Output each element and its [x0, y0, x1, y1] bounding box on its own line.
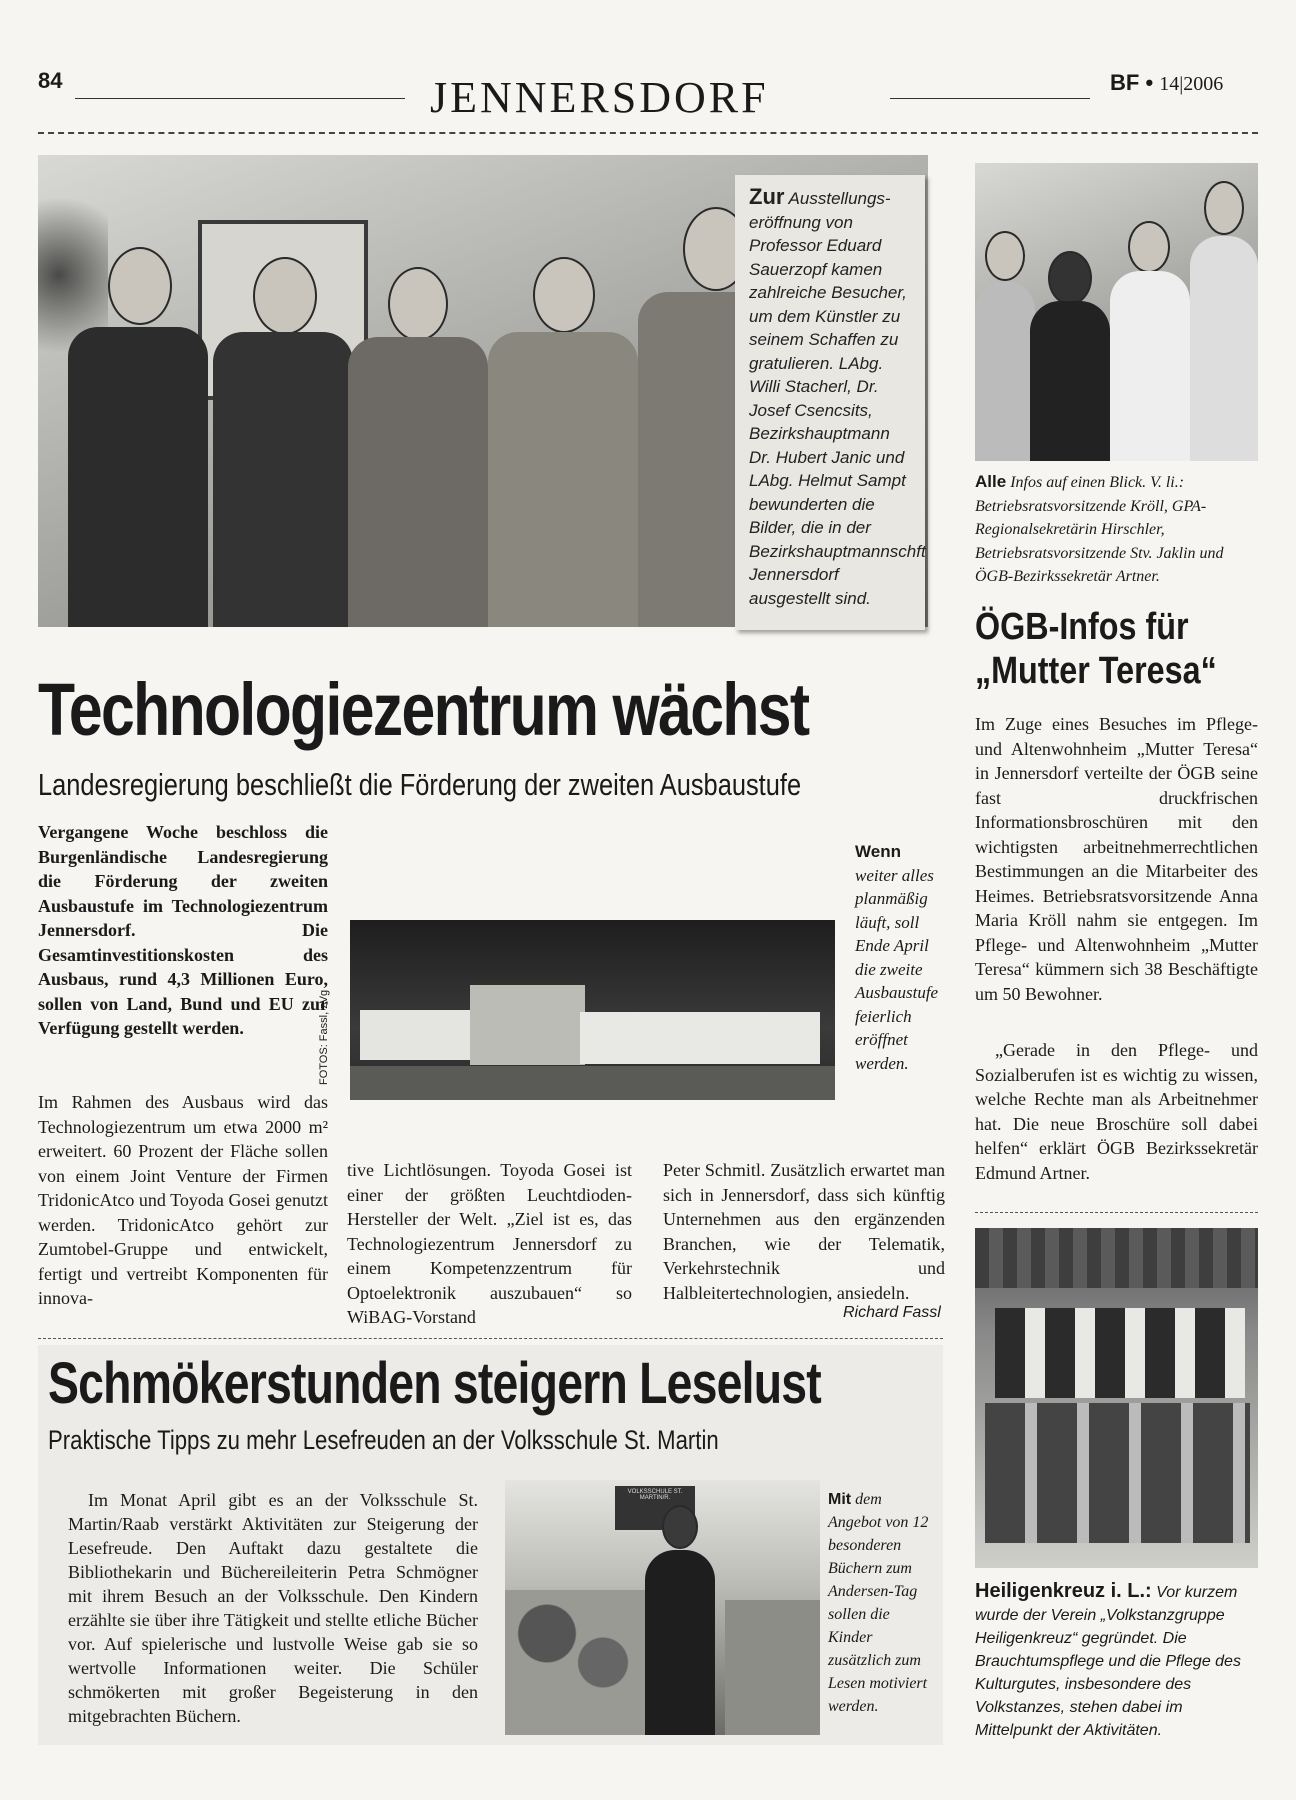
sidebar-person-1 [975, 231, 1035, 461]
school-caption-text: dem Angebot von 12 besonderen Büchern zum Andersen-Tag sollen die Kinder zusätzlich zum Lesen motiviert werden. [828, 1491, 929, 1715]
exhibition-caption-box [735, 175, 925, 630]
exhibition-caption-lead: Zur [749, 184, 785, 209]
issue-number: 14|2006 [1159, 73, 1224, 95]
oegb-body-1: Im Zuge eines Besuches im Pflege- und Altenwohnheim „Mutter Teresa“ in Jennersdorf verteilte der ÖGB seine fast druckfrischen Informationsbroschüren mit den wichtigsten arbeitnehmerrechtlichen Bestimmungen an die Mitarbeiter des Heimes. Betriebsratsvorsitzende Anna Maria Kröll nahm sie entgegen. Im Pflege- und Altenwohnheim „Mutter Teresa“ kümmern sich 38 Beschäftigte um 50 Bewohner. [975, 714, 1258, 1004]
building-caption [855, 840, 947, 1075]
school-caption-lead: Mit [828, 1491, 852, 1508]
exhibition-caption-text: Ausstellungs-eröffnung von Professor Eduard Sauerzopf kamen zahlreiche Besucher, um dem Künstler zu seinem Schaffen zu gratulieren. LAbg. Willi Stacherl, Dr. Josef Csencsits, Bezirkshauptmann Dr. Hubert Janic und LAbg. Helmut Sampt bewunderten die Bilder, die in der Bezirkshauptmannschft Jennersdorf ausgestellt sind. [749, 189, 926, 608]
school-reading-photo [505, 1480, 820, 1735]
sidebar-person-3 [1110, 221, 1190, 461]
person-1 [68, 247, 208, 627]
main-column-2: tive Lichtlösungen. Toyoda Gosei ist einer der größten Leuchtdioden-Hersteller der Welt. „Ziel ist es, das Technologiezentrum Jennersdorf zu einem Kompetenzzentrum für Optoelektronik auszubauen“ so WiBAG-Vorstand [347, 1160, 632, 1327]
person-3 [348, 267, 488, 627]
main-column-1: Im Rahmen des Ausbaus wird das Technologiezentrum um etwa 2000 m² erweitert. 60 Prozent der Fläche sollen von einem Joint Venture der Firmen TridonicAtco und Toyoda Gosei genutzt werden. TridonicAtco gehört zur Zumtobel-Gruppe und entwickelt, fertigt und vertreibt Komponenten für innova- [38, 1092, 328, 1308]
sidebar-person-4 [1190, 181, 1258, 461]
publication-name: BF [1110, 70, 1140, 95]
second-headline: Schmökerstunden steigern Leselust [48, 1351, 821, 1416]
building-wing-right [580, 1012, 820, 1064]
oegb-photo-caption [975, 470, 1260, 589]
folk-dance-group-photo [975, 1228, 1258, 1568]
header-rule-left [75, 98, 405, 99]
children-group-right [725, 1600, 820, 1735]
school-sign-text: VOLKSSCHULE ST. MARTIN/R. [627, 1489, 683, 1501]
main-column-3: Peter Schmitl. Zusätzlich erwartet man sich in Jennersdorf, dass sich künftig Unternehmen aus den ergänzenden Branchen, wie der Telematik, Verkehrstechnik und Halbleitertechnologien, ansiedeln. [663, 1160, 945, 1303]
person-2 [213, 257, 353, 627]
article-author: Richard Fassl [843, 1304, 941, 1321]
second-subheadline: Praktische Tipps zu mehr Lesefreuden an der Volksschule St. Martin [48, 1425, 719, 1455]
person-4 [488, 257, 638, 627]
issue-info [1110, 70, 1223, 96]
section-title: JENNERSDORF [430, 73, 769, 122]
second-article-body: Im Monat April gibt es an der Volksschule St. Martin/Raab verstärkt Aktivitäten zur Steigerung der Lesefreude. Den Auftakt dazu gestaltete die Bibliothekarin und Büchereileiterin Petra Schmögner mit ihrem Besuch an der Volksschule. Den Kindern erzählte sie über ihre Tätigkeit und stellte etliche Bücher vor. Auf spielerische und lustvolle Weise gab sie so wertvolle Informationen weiter. Die Schüler schmökerten mit großer Begeisterung in den mitgebrachten Büchern. [68, 1490, 478, 1726]
librarian-figure [645, 1505, 715, 1735]
building-caption-text: weiter alles planmäßig läuft, soll Ende April die zweite Ausbaustufe feierlich eröffnet werden. [855, 865, 939, 1073]
children-group-left [505, 1590, 645, 1735]
photo-credit: FOTOS: Fassl, zVg [318, 989, 330, 1085]
oegb-headline-line1: ÖGB-Infos für [975, 606, 1189, 648]
folk-dance-caption-lead: Heiligenkreuz i. L.: [975, 1580, 1152, 1602]
main-headline: Technologiezentrum wächst [38, 668, 809, 751]
oegb-caption-lead: Alle [975, 472, 1007, 491]
issue-separator: • [1145, 70, 1154, 95]
header-dashed-rule [38, 132, 1258, 134]
dancers-back-row [995, 1308, 1245, 1398]
header-rule-right [890, 98, 1090, 99]
stage-curtain [975, 1228, 1258, 1288]
building-caption-lead: Wenn [855, 842, 901, 861]
main-subheadline: Landesregierung beschließt die Förderung der zweiten Ausbaustufe [38, 767, 802, 802]
dancers-front-row [985, 1403, 1250, 1543]
folk-dance-caption [975, 1580, 1260, 1742]
sidebar-divider [975, 1212, 1258, 1213]
folk-dance-caption-text: Vor kurzem wurde der Verein „Volkstanzgruppe Heiligenkreuz“ gegründet. Die Brauchtumspflege und die Pflege des Kulturgutes, insbesondere des Volkstanzes, stehen dabei im Mittelpunkt der Aktivitäten. [975, 1584, 1241, 1739]
building-ground [350, 1066, 835, 1100]
sidebar-person-2 [1030, 251, 1110, 461]
oegb-headline [975, 605, 1217, 693]
oegb-body-2: „Gerade in den Pflege- und Sozialberufen ist es wichtig zu wissen, welche Rechte man als Arbeitnehmer hat. Die neue Broschüre soll dabei helfen“ erklärt ÖGB Bezirkssekretär Edmund Artner. [975, 1040, 1258, 1183]
oegb-headline-line2: „Mutter Teresa“ [975, 650, 1217, 692]
oegb-photo [975, 163, 1258, 461]
school-photo-caption [828, 1488, 938, 1718]
building-center [470, 985, 585, 1065]
page-number: 84 [38, 68, 63, 93]
main-lead-paragraph: Vergangene Woche beschloss die Burgenländische Landesregierung die Förderung der zweiten Ausbaustufe im Technologiezentrum Jennersdorf. Die Gesamtinvestitionskosten des Ausbaus, rund 4,3 Millionen Euro, sollen von Land, Bund und EU zur Verfügung gestellt werden. [38, 822, 328, 1038]
technology-center-photo [350, 920, 835, 1100]
oegb-caption-text: Infos auf einen Blick. V. li.: Betriebsratsvorsitzende Kröll, GPA-Regionalsekretärin Hirschler, Betriebsratsvorsitzende Stv. Jaklin und ÖGB-Bezirkssekretär Artner. [975, 474, 1224, 585]
second-article-divider [38, 1338, 943, 1339]
